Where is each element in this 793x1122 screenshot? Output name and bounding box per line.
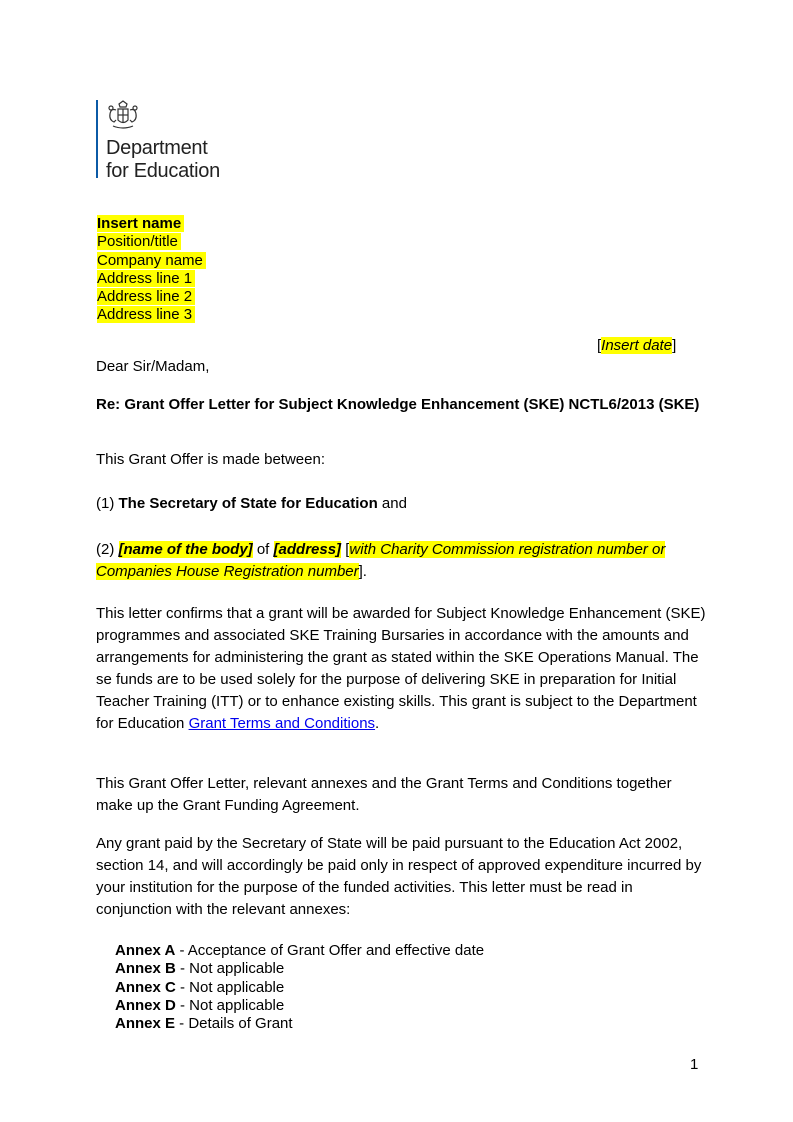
paragraph-1-text: This letter confirms that a grant will be awarded for Subject Knowledge Enhancement (SKE) programmes and associated SKE Training Bursaries in accordance with the amounts and arrangements for administering the grant as stated within the SKE Operations Manual. The se funds are to be used solely for the purpose of delivering SKE in preparation for Initial Teacher Training (ITT) or to enhance existing skills. This grant is subject to the Department for Education <box>96 605 706 732</box>
list-item <box>115 960 484 978</box>
party-2-of: of <box>252 541 274 558</box>
recipient-position: Position/title <box>97 233 181 250</box>
annex-list <box>115 942 484 1033</box>
annex-label: Annex C <box>115 978 176 996</box>
party-1-suffix: and <box>377 495 407 512</box>
letter-date <box>597 337 676 354</box>
royal-coat-of-arms-icon <box>105 100 141 132</box>
party-1-number: (1) <box>96 495 119 512</box>
date-bracket-close: ] <box>672 337 677 354</box>
annex-label: Annex D <box>115 996 176 1014</box>
party-2-bracket-close: ]. <box>358 563 367 580</box>
salutation: Dear Sir/Madam, <box>96 358 210 375</box>
list-item <box>115 1015 484 1033</box>
party-2-name: [name of the body] <box>118 541 253 558</box>
intro-text: This Grant Offer is made between: <box>96 451 325 468</box>
date-bracket-open: [ <box>597 337 602 354</box>
recipient-address-line-2: Address line 2 <box>97 288 195 305</box>
annex-desc: - Acceptance of Grant Offer and effective date <box>175 942 485 959</box>
list-item <box>115 979 484 997</box>
recipient-name: Insert name <box>97 215 184 232</box>
date-placeholder: Insert date <box>601 337 673 354</box>
paragraph-payment-terms: Any grant paid by the Secretary of State will be paid pursuant to the Education Act 2002, section 14, and will accordingly be paid only in respect of approved expenditure incurred by your institution for the purpose of the funded activities. This letter must be read in conjunction with the relevant annexes: <box>96 835 702 918</box>
party-2-number: (2) <box>96 541 119 558</box>
recipient-address-block <box>97 215 206 325</box>
list-item <box>115 997 484 1015</box>
party-2 <box>96 539 706 583</box>
annex-desc: - Not applicable <box>175 960 285 978</box>
annex-label: Annex E <box>115 1015 176 1033</box>
paragraph-grant-confirmation <box>96 603 706 735</box>
annex-desc: - Not applicable <box>175 996 285 1014</box>
logo-line-1: Department <box>106 137 208 159</box>
logo-bar <box>96 100 98 178</box>
list-item <box>115 942 484 960</box>
party-1-name: The Secretary of State for Education <box>118 495 378 512</box>
page-number: 1 <box>690 1056 699 1073</box>
department-logo <box>96 100 236 182</box>
subject-line: Re: Grant Offer Letter for Subject Knowledge Enhancement (SKE) NCTL6/2013 (SKE) <box>96 396 700 413</box>
annex-label: Annex A <box>115 942 176 959</box>
grant-terms-link[interactable]: Grant Terms and Conditions <box>188 715 376 732</box>
party-2-registration: with Charity Commission registration number or Companies House Registration number <box>96 541 666 580</box>
annex-label: Annex B <box>115 960 176 978</box>
annex-desc: - Details of Grant <box>175 1015 293 1033</box>
paragraph-1-end: . <box>375 715 380 732</box>
recipient-company: Company name <box>97 252 206 269</box>
recipient-address-line-1: Address line 1 <box>97 270 195 287</box>
party-2-bracket-open: [ <box>341 541 350 558</box>
party-1 <box>96 495 407 512</box>
logo-line-2: for Education <box>106 160 220 182</box>
recipient-address-line-3: Address line 3 <box>97 306 195 323</box>
party-2-address: [address] <box>273 541 342 558</box>
annex-desc: - Not applicable <box>175 978 285 996</box>
paragraph-funding-agreement: This Grant Offer Letter, relevant annexes and the Grant Terms and Conditions together make up the Grant Funding Agreement. <box>96 775 672 814</box>
